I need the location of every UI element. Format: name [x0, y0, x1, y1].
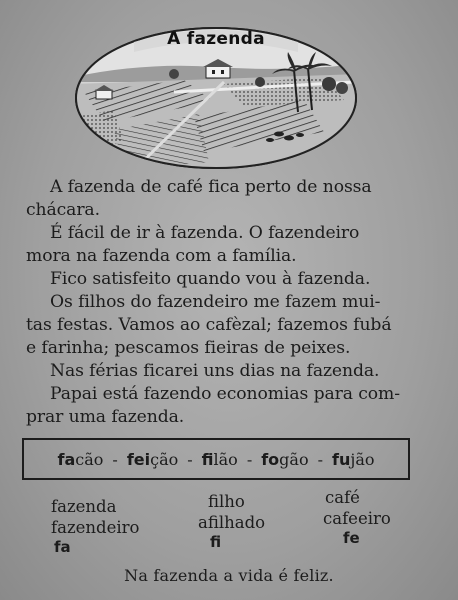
word-column-fi [198, 491, 265, 552]
word: café [325, 488, 360, 507]
text-line: chácara. [26, 200, 100, 220]
paragraph [26, 176, 416, 222]
syllable-bold: fei [126, 449, 151, 469]
paragraph [26, 268, 416, 291]
separator: - [112, 449, 118, 469]
syllable-word [202, 450, 238, 469]
word: fazendeiro [51, 518, 140, 537]
paragraph [26, 360, 416, 383]
text-line: Os filhos do fazendeiro me fazem mui- [50, 292, 381, 312]
syllable-word [58, 450, 104, 469]
column-syllable: fa [54, 538, 71, 556]
separator: - [246, 449, 253, 469]
text-line: prar uma fazenda. [26, 407, 185, 427]
column-syllable: fi [210, 533, 222, 551]
text-line: Nas férias ficarei uns dias na fazenda. [50, 361, 380, 381]
syllable-rest: ção [150, 449, 179, 469]
paragraph [26, 291, 416, 360]
separator: - [317, 449, 323, 469]
syllable-rest: jão [350, 449, 375, 469]
syllable-word [332, 450, 375, 469]
word: filho [208, 492, 245, 511]
text-line: Fico satisfeito quando vou à fazenda. [50, 269, 371, 289]
text-line: mora na fazenda com a família. [26, 246, 297, 266]
syllable-bold: fu [332, 449, 351, 469]
text-line: Papai está fazendo economias para com- [50, 384, 400, 404]
word: afilhado [198, 513, 266, 532]
paragraph [26, 383, 416, 429]
syllable-word [261, 450, 308, 469]
syllable-practice-box [22, 438, 410, 480]
farm-illustration [74, 22, 358, 170]
lesson-title: A fazenda [167, 29, 265, 49]
word-column-fe [323, 487, 391, 548]
lesson-text [26, 176, 416, 429]
text-line: e farinha; pescamos fieiras de peixes. [26, 338, 351, 358]
syllable-word [127, 450, 178, 469]
syllable-bold: fi [201, 449, 214, 469]
text-line: tas festas. Vamos ao cafèzal; fazemos fubá [26, 315, 392, 335]
word-column-fa [51, 496, 139, 557]
syllable-bold: fo [261, 449, 280, 469]
syllable-bold: fa [57, 449, 76, 469]
text-line: A fazenda de café fica perto de nossa [50, 177, 372, 197]
syllable-rest: cão [75, 449, 104, 469]
word: fazenda [51, 497, 117, 516]
paragraph [26, 222, 416, 268]
separator: - [187, 449, 193, 469]
syllable-rest: lão [213, 449, 238, 469]
text-line: É fácil de ir à fazenda. O fazendeiro [50, 223, 360, 243]
column-syllable: fe [343, 529, 360, 547]
syllable-rest: gão [279, 449, 309, 469]
closing-sentence: Na fazenda a vida é feliz. [124, 566, 334, 585]
word: cafeeiro [323, 509, 391, 528]
